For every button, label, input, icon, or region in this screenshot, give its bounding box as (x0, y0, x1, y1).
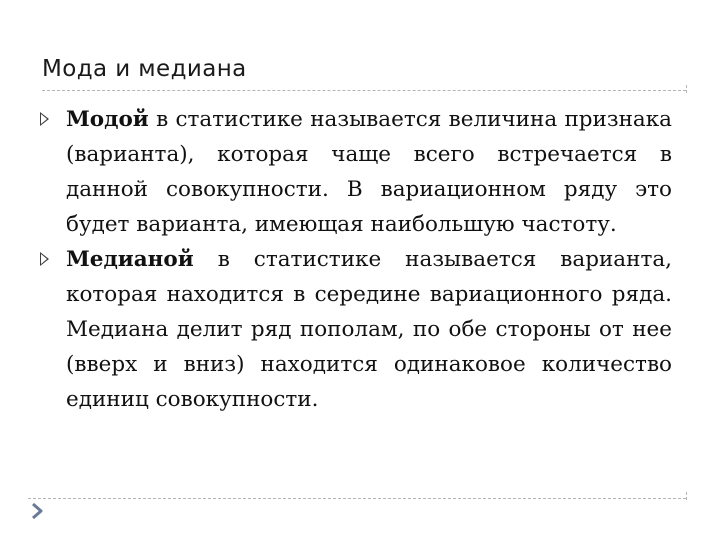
bullet-text: в статистике называется варианта, которая находится в середине вариационного ряда. Медиана делит ряд пополам, по обе стороны от нее (вверх и вниз) находится одинаковое количество единиц совокупности. (66, 247, 672, 412)
triangle-bullet-icon (40, 252, 49, 266)
triangle-bullet-icon (40, 112, 49, 126)
bullet-term: Модой (66, 107, 149, 132)
bullet-term: Медианой (66, 247, 194, 272)
bullet-mode (40, 102, 672, 242)
chevron-right-icon[interactable] (29, 502, 47, 520)
slide-title: Мода и медиана (42, 56, 247, 82)
bullet-text: в статистике называется величина признака (варианта), которая чаще всего встречается в данной совокупности. В вариационном ряду это будет варианта, имеющая наибольшую частоту. (66, 107, 672, 237)
footer-divider-end (686, 492, 687, 500)
bullet-list (40, 102, 672, 417)
footer-divider (28, 498, 686, 499)
bullet-median (40, 242, 672, 417)
title-divider-end (686, 85, 687, 93)
title-divider (42, 90, 686, 91)
